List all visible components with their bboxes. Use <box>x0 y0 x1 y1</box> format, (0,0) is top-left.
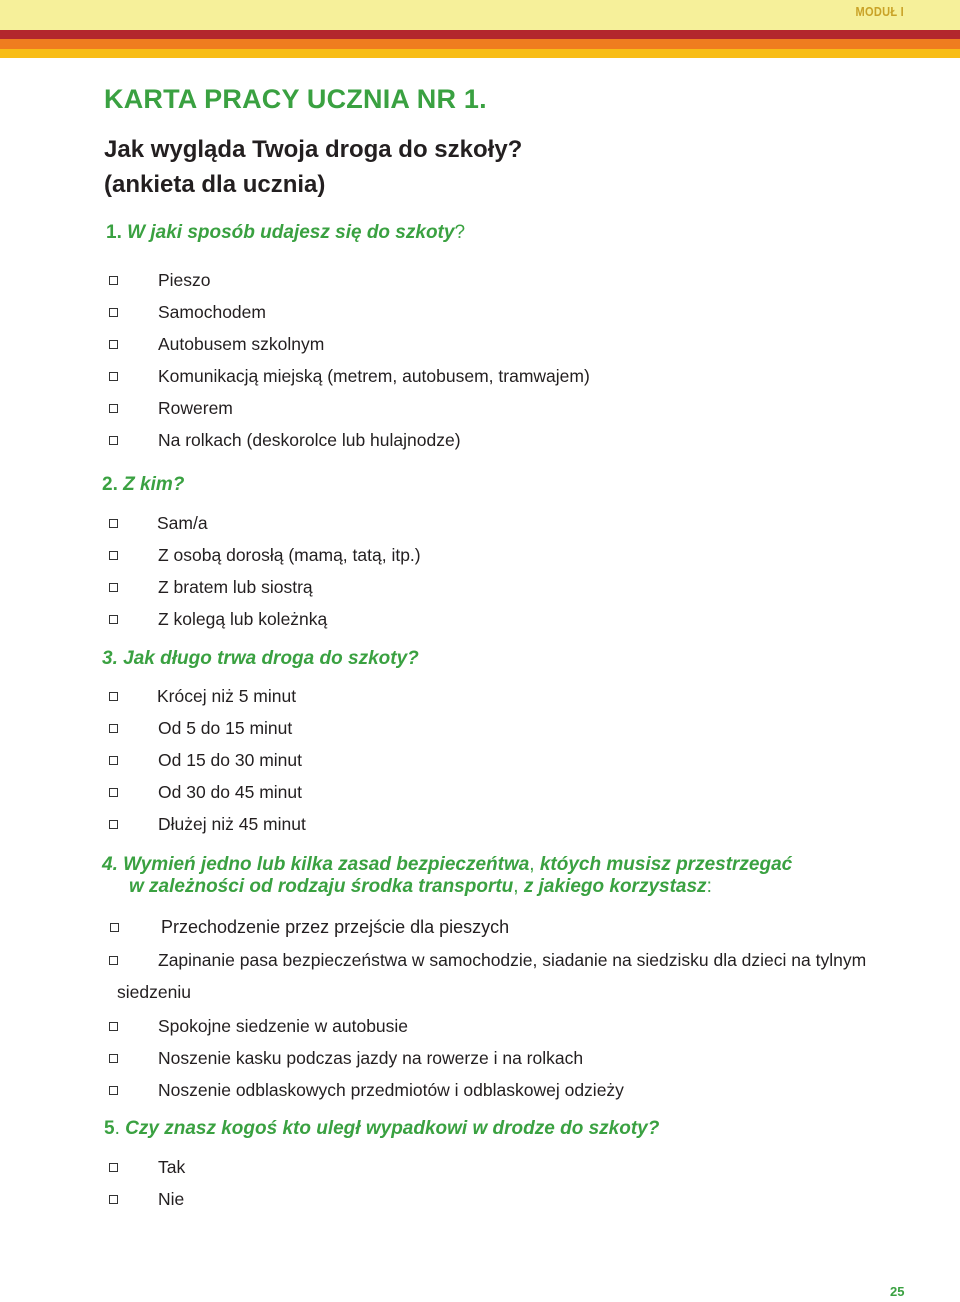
checkbox-icon[interactable] <box>109 436 118 445</box>
question-4-line-1: 4. Wymień jedno lub kilka zasad bezpieczeńtwa, któych musisz przestrzegać <box>102 854 793 875</box>
q1-option-public-transport[interactable]: Komunikacją miejską (metrem, autobusem, tramwajem) <box>109 366 909 388</box>
header-band <box>0 0 960 30</box>
q3-option-15-30[interactable]: Od 15 do 30 minut <box>109 750 909 772</box>
q5-option-yes[interactable]: Tak <box>109 1157 909 1179</box>
question-4-number: 4. <box>102 854 118 875</box>
question-1 <box>106 222 465 244</box>
survey-subtitle: (ankieta dla ucznia) <box>104 171 326 198</box>
q4-answer-bus[interactable]: Spokojne siedzenie w autobusie <box>109 1016 909 1038</box>
question-1-punct: ? <box>454 222 466 243</box>
q3-option-5-15[interactable]: Od 5 do 15 minut <box>109 718 909 740</box>
checkbox-icon[interactable] <box>109 615 118 624</box>
header-stripe-orange <box>0 39 960 49</box>
checkbox-icon[interactable] <box>109 1195 118 1204</box>
header-stripe-yellow <box>0 49 960 58</box>
module-label: MODUŁ I <box>855 4 904 19</box>
question-2-text: Z kim? <box>123 474 185 495</box>
checkbox-icon[interactable] <box>109 1022 118 1031</box>
header-stripe-red <box>0 30 960 39</box>
question-2 <box>102 474 184 496</box>
q2-option-adult[interactable]: Z osobą dorosłą (mamą, tatą, itp.) <box>109 545 909 567</box>
q4-answer-reflective[interactable]: Noszenie odblaskowych przedmiotów i odblaskowej odzieży <box>109 1080 909 1102</box>
checkbox-icon[interactable] <box>109 820 118 829</box>
q5-option-no[interactable]: Nie <box>109 1189 909 1211</box>
q1-option-rollers[interactable]: Na rolkach (deskorolce lub hulajnodze) <box>109 430 909 452</box>
q1-option-walk[interactable]: Pieszo <box>109 270 909 292</box>
q2-option-friend[interactable]: Z kolegą lub koleżnką <box>109 609 909 631</box>
question-1-text: W jaki sposób udajesz się do szkoty <box>127 222 455 243</box>
question-1-number: 1. <box>106 222 122 243</box>
q3-option-over-45[interactable]: Dłużej niż 45 minut <box>109 814 909 836</box>
q2-option-sibling[interactable]: Z bratem lub siostrą <box>109 577 909 599</box>
q4-answer-seatbelt-continuation: siedzeniu <box>117 982 191 1002</box>
checkbox-icon[interactable] <box>109 340 118 349</box>
checkbox-icon[interactable] <box>109 519 118 528</box>
survey-title: Jak wygląda Twoja droga do szkoły? <box>104 136 523 163</box>
q1-option-car[interactable]: Samochodem <box>109 302 909 324</box>
q1-option-school-bus[interactable]: Autobusem szkolnym <box>109 334 909 356</box>
q4-answer-seatbelt[interactable]: Zapinanie pasa bezpieczeństwa w samochodzie, siadanie na siedzisku dla dzieci na tylnym <box>109 950 909 972</box>
checkbox-icon[interactable] <box>109 551 118 560</box>
question-2-number: 2. <box>102 474 118 495</box>
checkbox-icon[interactable] <box>109 788 118 797</box>
worksheet-title: KARTA PRACY UCZNIA NR 1. <box>104 84 487 114</box>
checkbox-icon[interactable] <box>109 692 118 701</box>
q4-answer-crossing[interactable]: Przechodzenie przez przejście dla pieszych <box>110 917 910 939</box>
checkbox-icon[interactable] <box>109 276 118 285</box>
checkbox-icon[interactable] <box>109 308 118 317</box>
question-3-number: 3. <box>102 648 118 669</box>
question-5-text: Czy znasz kogoś kto uległ wypadkowi w drodze do szkoty? <box>125 1118 660 1139</box>
q4-answer-helmet[interactable]: Noszenie kasku podczas jazdy na rowerze i na rolkach <box>109 1048 909 1070</box>
q3-option-under-5[interactable]: Krócej niż 5 minut <box>109 686 909 708</box>
page-number: 25 <box>890 1284 905 1299</box>
checkbox-icon[interactable] <box>110 923 119 932</box>
question-5-number: 5 <box>104 1118 115 1139</box>
checkbox-icon[interactable] <box>109 583 118 592</box>
checkbox-icon[interactable] <box>109 1163 118 1172</box>
q1-option-bike[interactable]: Rowerem <box>109 398 909 420</box>
checkbox-icon[interactable] <box>109 956 118 965</box>
checkbox-icon[interactable] <box>109 1086 118 1095</box>
q3-option-30-45[interactable]: Od 30 do 45 minut <box>109 782 909 804</box>
question-3-text: Jak długo trwa droga do szkoty? <box>123 648 419 669</box>
q2-option-alone[interactable]: Sam/a <box>109 513 909 535</box>
checkbox-icon[interactable] <box>109 1054 118 1063</box>
checkbox-icon[interactable] <box>109 756 118 765</box>
checkbox-icon[interactable] <box>109 372 118 381</box>
checkbox-icon[interactable] <box>109 404 118 413</box>
question-5: 5. Czy znasz kogoś kto uległ wypadkowi w drodze do szkoty? <box>104 1118 660 1139</box>
checkbox-icon[interactable] <box>109 724 118 733</box>
question-4-line-2: w zależności od rodzaju środka transportu, z jakiego korzystasz: <box>129 876 712 897</box>
question-3 <box>102 648 419 670</box>
